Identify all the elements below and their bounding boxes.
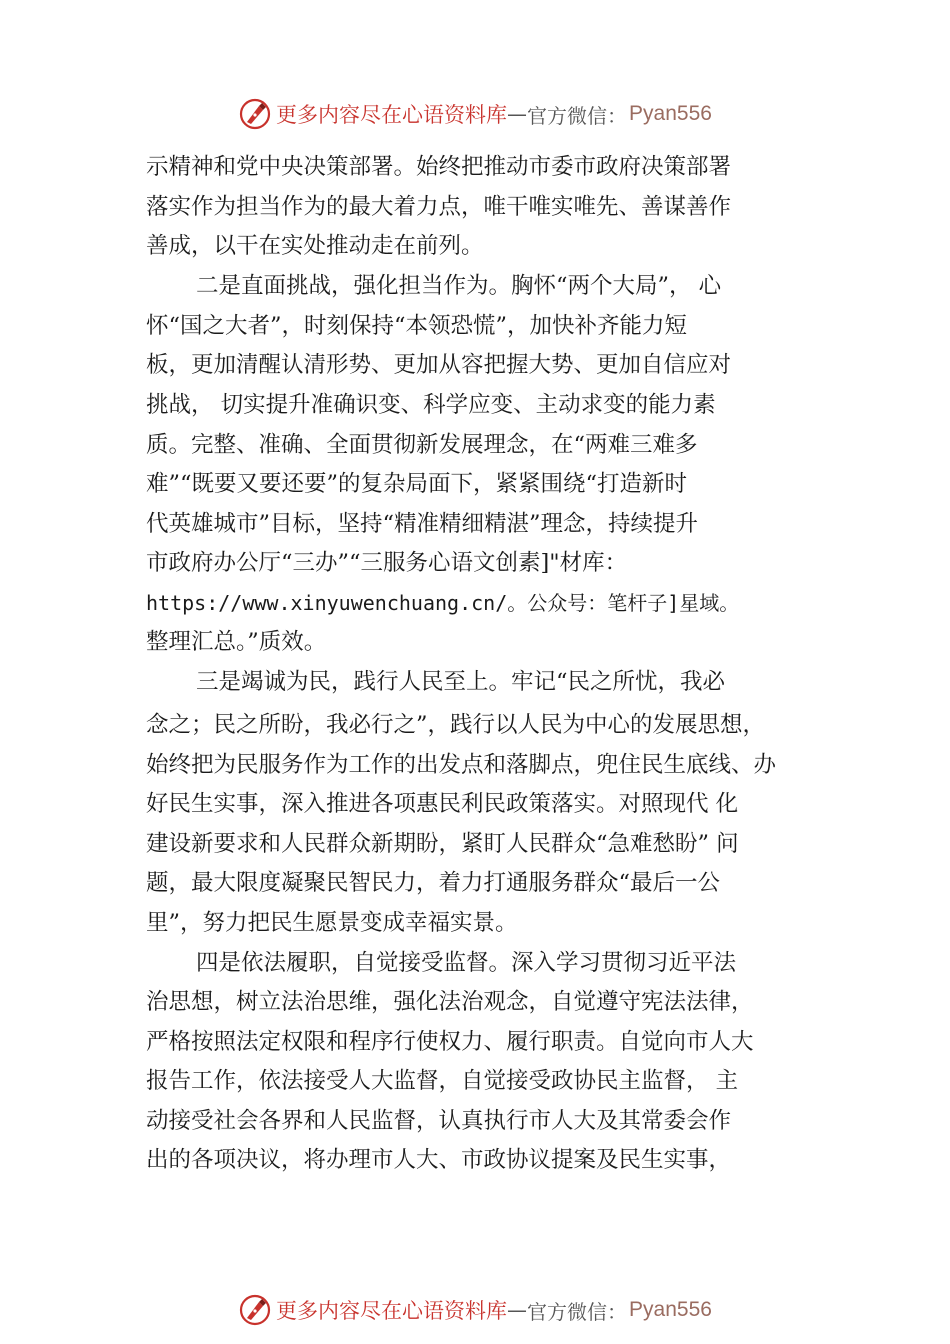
- header-watermark: [0, 94, 950, 134]
- text-line: 报告工作，依法接受人大监督，自觉接受政协民主监督， 主: [146, 1068, 739, 1094]
- text-line: 善成，以干在实处推动走在前列。: [146, 233, 484, 259]
- text-line: 题，最大限度凝聚民智民力，着力打通服务群众“最后一公: [146, 870, 721, 896]
- watermark-main-text: 更多内容尽在心语资料库: [276, 1299, 508, 1323]
- text-line: 示精神和党中央决策部署。始终把推动市委市政府决策部署: [146, 154, 732, 180]
- watermark-wechat-id: Pyan556: [629, 1298, 712, 1321]
- text-line-url: https://www.xinyuwenchuang.cn/。公众号：笔杆子]星域。: [146, 591, 740, 615]
- text-line: 建设新要求和人民群众新期盼，紧盯人民群众“急难愁盼” 问: [146, 831, 739, 857]
- text-line: 二是直面挑战，强化担当作为。胸怀“两个大局”， 心: [196, 273, 722, 299]
- text-line: 治思想，树立法治思维，强化法治观念，自觉遵守宪法法律，: [146, 989, 754, 1015]
- text-line: 里”，努力把民生愿景变成幸福实景。: [146, 910, 518, 936]
- text-line: 市政府办公厅“三办”“三服务心语文创素]"材库：: [146, 550, 628, 576]
- text-line: 难”“既要又要还要”的复杂局面下，紧紧围绕“打造新时: [146, 471, 688, 497]
- text-line: 质。完整、准确、全面贯彻新发展理念，在“两难三难多: [146, 432, 698, 458]
- watermark-dash: —: [507, 102, 528, 126]
- watermark-main-text: 更多内容尽在心语资料库: [276, 103, 508, 127]
- text-line: 挑战， 切实提升准确识变、科学应变、主动求变的能力素: [146, 392, 716, 418]
- text-line: 始终把为民服务作为工作的出发点和落脚点，兜住民生底线、办: [146, 752, 777, 778]
- text-line: 动接受社会各界和人民监督，认真执行市人大及其常委会作: [146, 1108, 732, 1134]
- text-line: 落实作为担当作为的最大着力点，唯干唯实唯先、善谋善作: [146, 194, 732, 220]
- watermark-sub-text: 官方微信：: [527, 1299, 628, 1324]
- watermark-dash: —: [507, 1298, 528, 1322]
- watermark-sub-text: 官方微信：: [527, 103, 628, 128]
- pen-nib-logo-icon: [238, 1293, 272, 1327]
- text-line: 怀“国之大者”，时刻保持“本领恐慌”，加快补齐能力短: [146, 313, 688, 339]
- text-line: 好民生实事，深入推进各项惠民利民政策落实。对照现代 化: [146, 791, 739, 817]
- footer-watermark: [0, 1290, 950, 1330]
- text-line: 严格按照法定权限和程序行使权力、履行职责。自觉向市人大: [146, 1029, 754, 1055]
- text-line: 念之；民之所盼，我必行之”，践行以人民为中心的发展思想，: [146, 712, 766, 738]
- watermark-wechat-id: Pyan556: [629, 102, 712, 125]
- text-line: 整理汇总。”质效。: [146, 629, 327, 655]
- text-line: 代英雄城市”目标，坚持“精准精细精湛”理念，持续提升: [146, 511, 699, 537]
- text-line: 四是依法履职，自觉接受监督。深入学习贯彻习近平法: [196, 950, 737, 976]
- text-line: 板，更加清醒认清形势、更加从容把握大势、更加自信应对: [146, 352, 732, 378]
- text-line: 三是竭诚为民，践行人民至上。牢记“民之所忧，我必: [196, 669, 726, 695]
- text-line: 出的各项决议，将办理市人大、市政协议提案及民生实事，: [146, 1147, 732, 1173]
- pen-nib-logo-icon: [238, 97, 272, 131]
